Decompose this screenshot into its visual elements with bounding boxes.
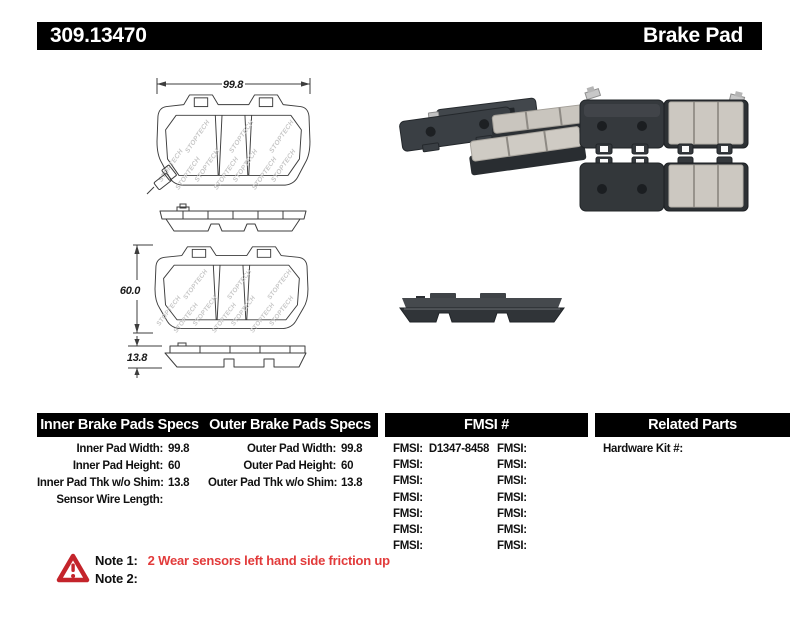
fmsi-row bbox=[497, 506, 533, 522]
fmsi-label: FMSI: bbox=[497, 475, 527, 488]
fmsi-label: FMSI: bbox=[393, 507, 423, 520]
spec-label: Inner Pad Thk w/o Shim: bbox=[37, 477, 164, 489]
dimension-width bbox=[157, 78, 310, 94]
title-bar bbox=[37, 22, 762, 50]
spec-label: Inner Pad Width: bbox=[76, 443, 163, 455]
fmsi-label: FMSI: bbox=[393, 443, 423, 455]
fmsi-row bbox=[393, 522, 489, 538]
fmsi-row bbox=[497, 538, 533, 554]
spec-value: 60 bbox=[168, 460, 181, 472]
fmsi-label: FMSI: bbox=[393, 475, 423, 488]
fmsi-value: D1347-8458 bbox=[428, 443, 490, 455]
fmsi-header: FMSI # bbox=[464, 417, 509, 433]
fmsi-row bbox=[497, 490, 533, 506]
note-2-label: Note 2: bbox=[95, 571, 138, 586]
fmsi-label: FMSI: bbox=[393, 491, 423, 504]
related-parts-column bbox=[603, 441, 689, 457]
spec-label: Outer Pad Width: bbox=[246, 443, 336, 455]
inner-specs-header: Inner Brake Pads Specs bbox=[40, 417, 199, 433]
fmsi-column-1 bbox=[393, 441, 489, 554]
fmsi-row bbox=[497, 522, 533, 538]
width-dim-label: 99.8 bbox=[222, 79, 244, 91]
note-1-text: 2 Wear sensors left hand side friction up bbox=[147, 553, 390, 568]
fmsi-row bbox=[393, 457, 489, 473]
fmsi-label: FMSI: bbox=[497, 540, 527, 553]
pad-front-view-height-diagram bbox=[155, 247, 308, 335]
warning-triangle-icon bbox=[56, 553, 90, 584]
spec-label: Inner Pad Height: bbox=[72, 460, 163, 472]
photo-pad-edge bbox=[400, 293, 564, 322]
wear-sensor-clip-icon bbox=[584, 85, 601, 100]
diagram-and-photos-panel: STOPTECH STOPTECH STOPTECH STOPTECH STOPTECH STOPTECH STOPTECH STOPTECH STOPTECH STOPTECH 99.8 60.0 13.8 bbox=[0, 60, 800, 410]
pad-top-view-diagram bbox=[160, 204, 306, 231]
height-dim-label: 60.0 bbox=[119, 285, 141, 297]
fmsi-row bbox=[497, 441, 533, 457]
spec-value: 60 bbox=[341, 460, 354, 472]
fmsi-row bbox=[497, 457, 533, 473]
fmsi-row bbox=[393, 506, 489, 522]
spec-row bbox=[37, 475, 189, 492]
pad-side-view-diagram bbox=[165, 343, 306, 367]
specs-header-bar bbox=[37, 413, 378, 437]
inner-specs-column bbox=[37, 441, 189, 509]
spec-row bbox=[208, 458, 362, 475]
fmsi-label: FMSI: bbox=[497, 507, 527, 520]
spec-row bbox=[37, 492, 189, 509]
related-label: Hardware Kit #: bbox=[603, 443, 683, 455]
photo-pads-angled bbox=[399, 98, 597, 176]
spec-value: 13.8 bbox=[168, 477, 190, 489]
fmsi-header-bar bbox=[385, 413, 588, 437]
fmsi-row bbox=[393, 473, 489, 489]
spec-label: Outer Pad Thk w/o Shim: bbox=[208, 477, 338, 489]
outer-specs-header: Outer Brake Pads Specs bbox=[209, 417, 371, 433]
fmsi-label: FMSI: bbox=[393, 540, 423, 553]
spec-value: 99.8 bbox=[168, 443, 190, 455]
fmsi-label: FMSI: bbox=[497, 459, 527, 472]
spec-row bbox=[37, 458, 189, 475]
fmsi-label: FMSI: bbox=[393, 459, 423, 472]
note-1 bbox=[95, 552, 390, 570]
dimension-thickness bbox=[118, 336, 162, 378]
note-2 bbox=[95, 570, 390, 588]
related-parts-header: Related Parts bbox=[648, 417, 737, 433]
fmsi-column-2 bbox=[497, 441, 533, 554]
related-parts-header-bar bbox=[595, 413, 790, 437]
thickness-dim-label: 13.8 bbox=[126, 352, 148, 364]
notes-section bbox=[95, 552, 390, 588]
fmsi-row bbox=[393, 538, 489, 554]
spec-row bbox=[208, 441, 362, 458]
spec-value bbox=[168, 492, 189, 509]
fmsi-label: FMSI: bbox=[497, 523, 527, 536]
spec-label: Sensor Wire Length: bbox=[56, 494, 163, 506]
note-1-label: Note 1: bbox=[95, 553, 138, 568]
related-row bbox=[603, 441, 689, 457]
pad-front-view-diagram bbox=[147, 95, 310, 194]
fmsi-row bbox=[393, 441, 489, 457]
photo-pads-grid bbox=[580, 85, 748, 211]
spec-value: 13.8 bbox=[341, 477, 363, 489]
fmsi-row bbox=[393, 490, 489, 506]
fmsi-label: FMSI: bbox=[497, 443, 527, 455]
fmsi-row bbox=[497, 473, 533, 489]
product-type-title: Brake Pad bbox=[642, 24, 743, 47]
fmsi-label: FMSI: bbox=[393, 523, 423, 536]
spec-row bbox=[208, 475, 362, 492]
dimension-height bbox=[120, 245, 153, 333]
spec-label: Outer Pad Height: bbox=[243, 460, 336, 472]
outer-specs-column bbox=[208, 441, 362, 492]
part-number: 309.13470 bbox=[50, 24, 147, 47]
spec-value: 99.8 bbox=[341, 443, 363, 455]
fmsi-label: FMSI: bbox=[497, 491, 527, 504]
spec-row bbox=[37, 441, 189, 458]
